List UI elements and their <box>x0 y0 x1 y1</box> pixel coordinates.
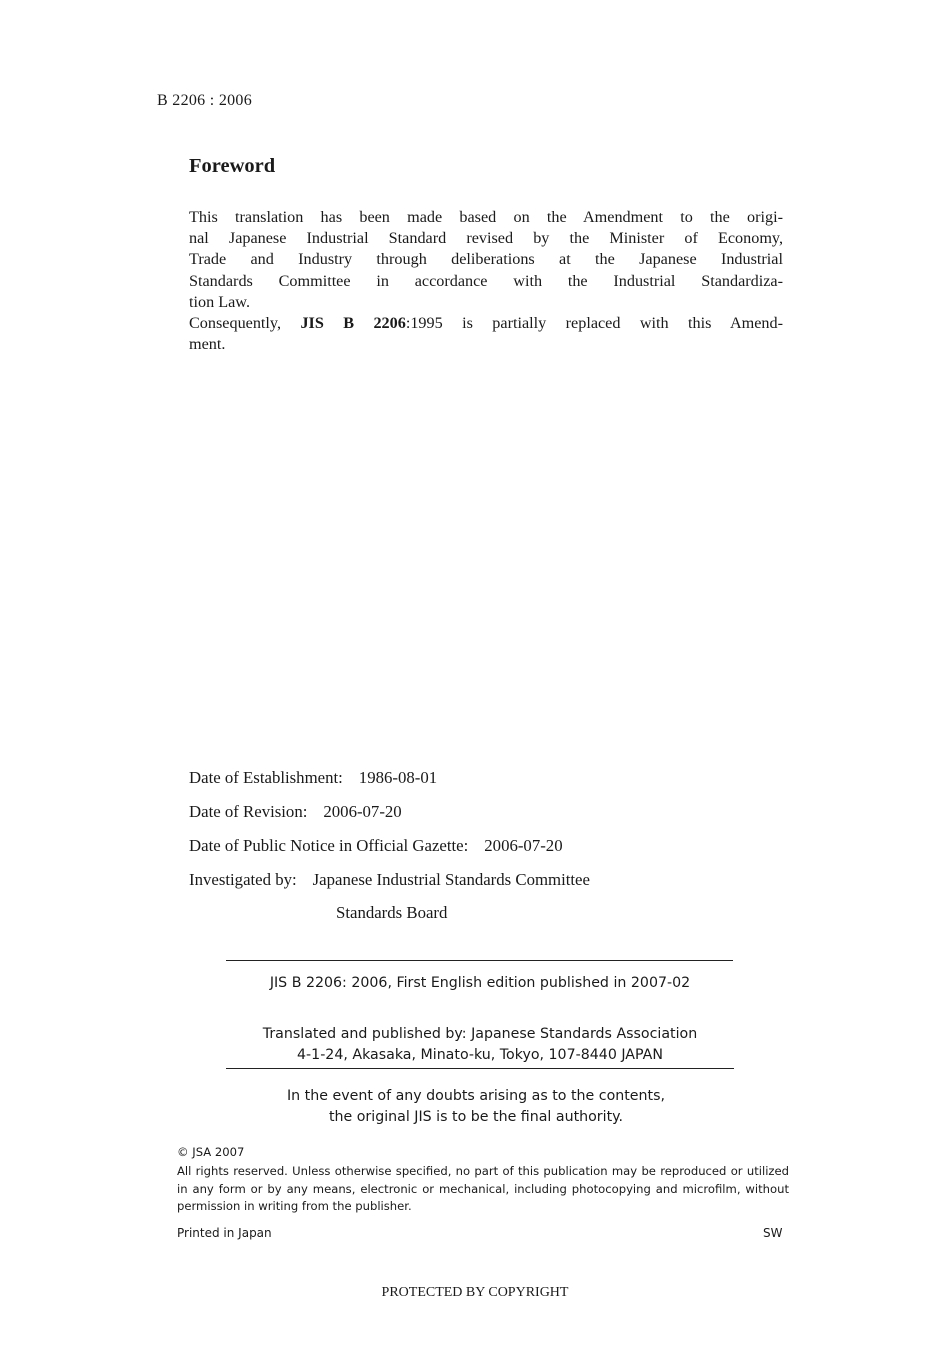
foreword-title: Foreword <box>189 155 276 177</box>
copyright-notice: © JSA 2007 <box>177 1145 245 1159</box>
standard-reference: JIS B 2206 <box>300 314 406 333</box>
divider-bottom <box>226 1068 734 1069</box>
divider-top <box>226 960 733 961</box>
foreword-line: tion Law. <box>189 292 250 311</box>
foreword-body <box>189 207 783 355</box>
authority-note-line: In the event of any doubts arising as to the contents, <box>287 1088 665 1104</box>
edition-line: JIS B 2206: 2006, First English edition published in 2007-02 <box>269 975 691 991</box>
publisher-line: Translated and published by: Japanese Standards Association <box>262 1026 698 1042</box>
investigated-value: Japanese Industrial Standards Committee <box>312 870 590 889</box>
revision-label: Date of Revision: <box>189 802 308 821</box>
establishment-label: Date of Establishment: <box>189 768 343 787</box>
foreword-line: Standards Committee in accordance with the Industrial Standardiza- <box>189 271 783 290</box>
standard-reference-year: :1995 <box>405 314 443 333</box>
rights-line: All rights reserved. Unless otherwise specified, no part of this publication may be reproduced or utilized <box>177 1164 789 1178</box>
rights-line: in any form or by any means, electronic or mechanical, including photocopying and microfilm, without <box>177 1181 789 1196</box>
gazette-label: Date of Public Notice in Official Gazette: <box>189 836 469 855</box>
gazette-value: 2006-07-20 <box>484 836 563 855</box>
revision-value: 2006-07-20 <box>323 802 402 821</box>
gazette-date-row <box>189 836 563 856</box>
sw-code: SW <box>763 1226 783 1240</box>
printed-in: Printed in Japan <box>177 1226 272 1240</box>
establishment-value: 1986-08-01 <box>358 768 438 787</box>
investigated-board: Standards Board <box>336 903 448 922</box>
foreword-line: Trade and Industry through deliberations at the Japanese Industrial <box>189 250 783 269</box>
authority-note-line: the original JIS is to be the final authority. <box>328 1109 624 1125</box>
foreword-line: ment. <box>189 335 226 354</box>
foreword-consequence-line <box>189 313 783 334</box>
rights-statement <box>177 1163 789 1216</box>
investigated-label: Investigated by: <box>189 870 297 889</box>
foreword-line: This translation has been made based on the Amendment to the origi- <box>189 208 783 226</box>
revision-date-row <box>189 802 402 822</box>
rights-line: permission in writing from the publisher. <box>177 1199 412 1213</box>
investigated-row <box>189 870 590 890</box>
consequence-rest: is partially replaced with this Amend- <box>442 314 783 333</box>
establishment-date-row <box>189 768 437 788</box>
protected-watermark: PROTECTED BY COPYRIGHT <box>381 1285 569 1300</box>
consequence-prefix: Consequently, <box>189 314 301 333</box>
document-code: B 2206 : 2006 <box>157 92 253 109</box>
foreword-line: nal Japanese Industrial Standard revised by the Minister of Economy, <box>189 229 783 248</box>
address-line: 4-1-24, Akasaka, Minato-ku, Tokyo, 107-8440 JAPAN <box>297 1047 663 1063</box>
